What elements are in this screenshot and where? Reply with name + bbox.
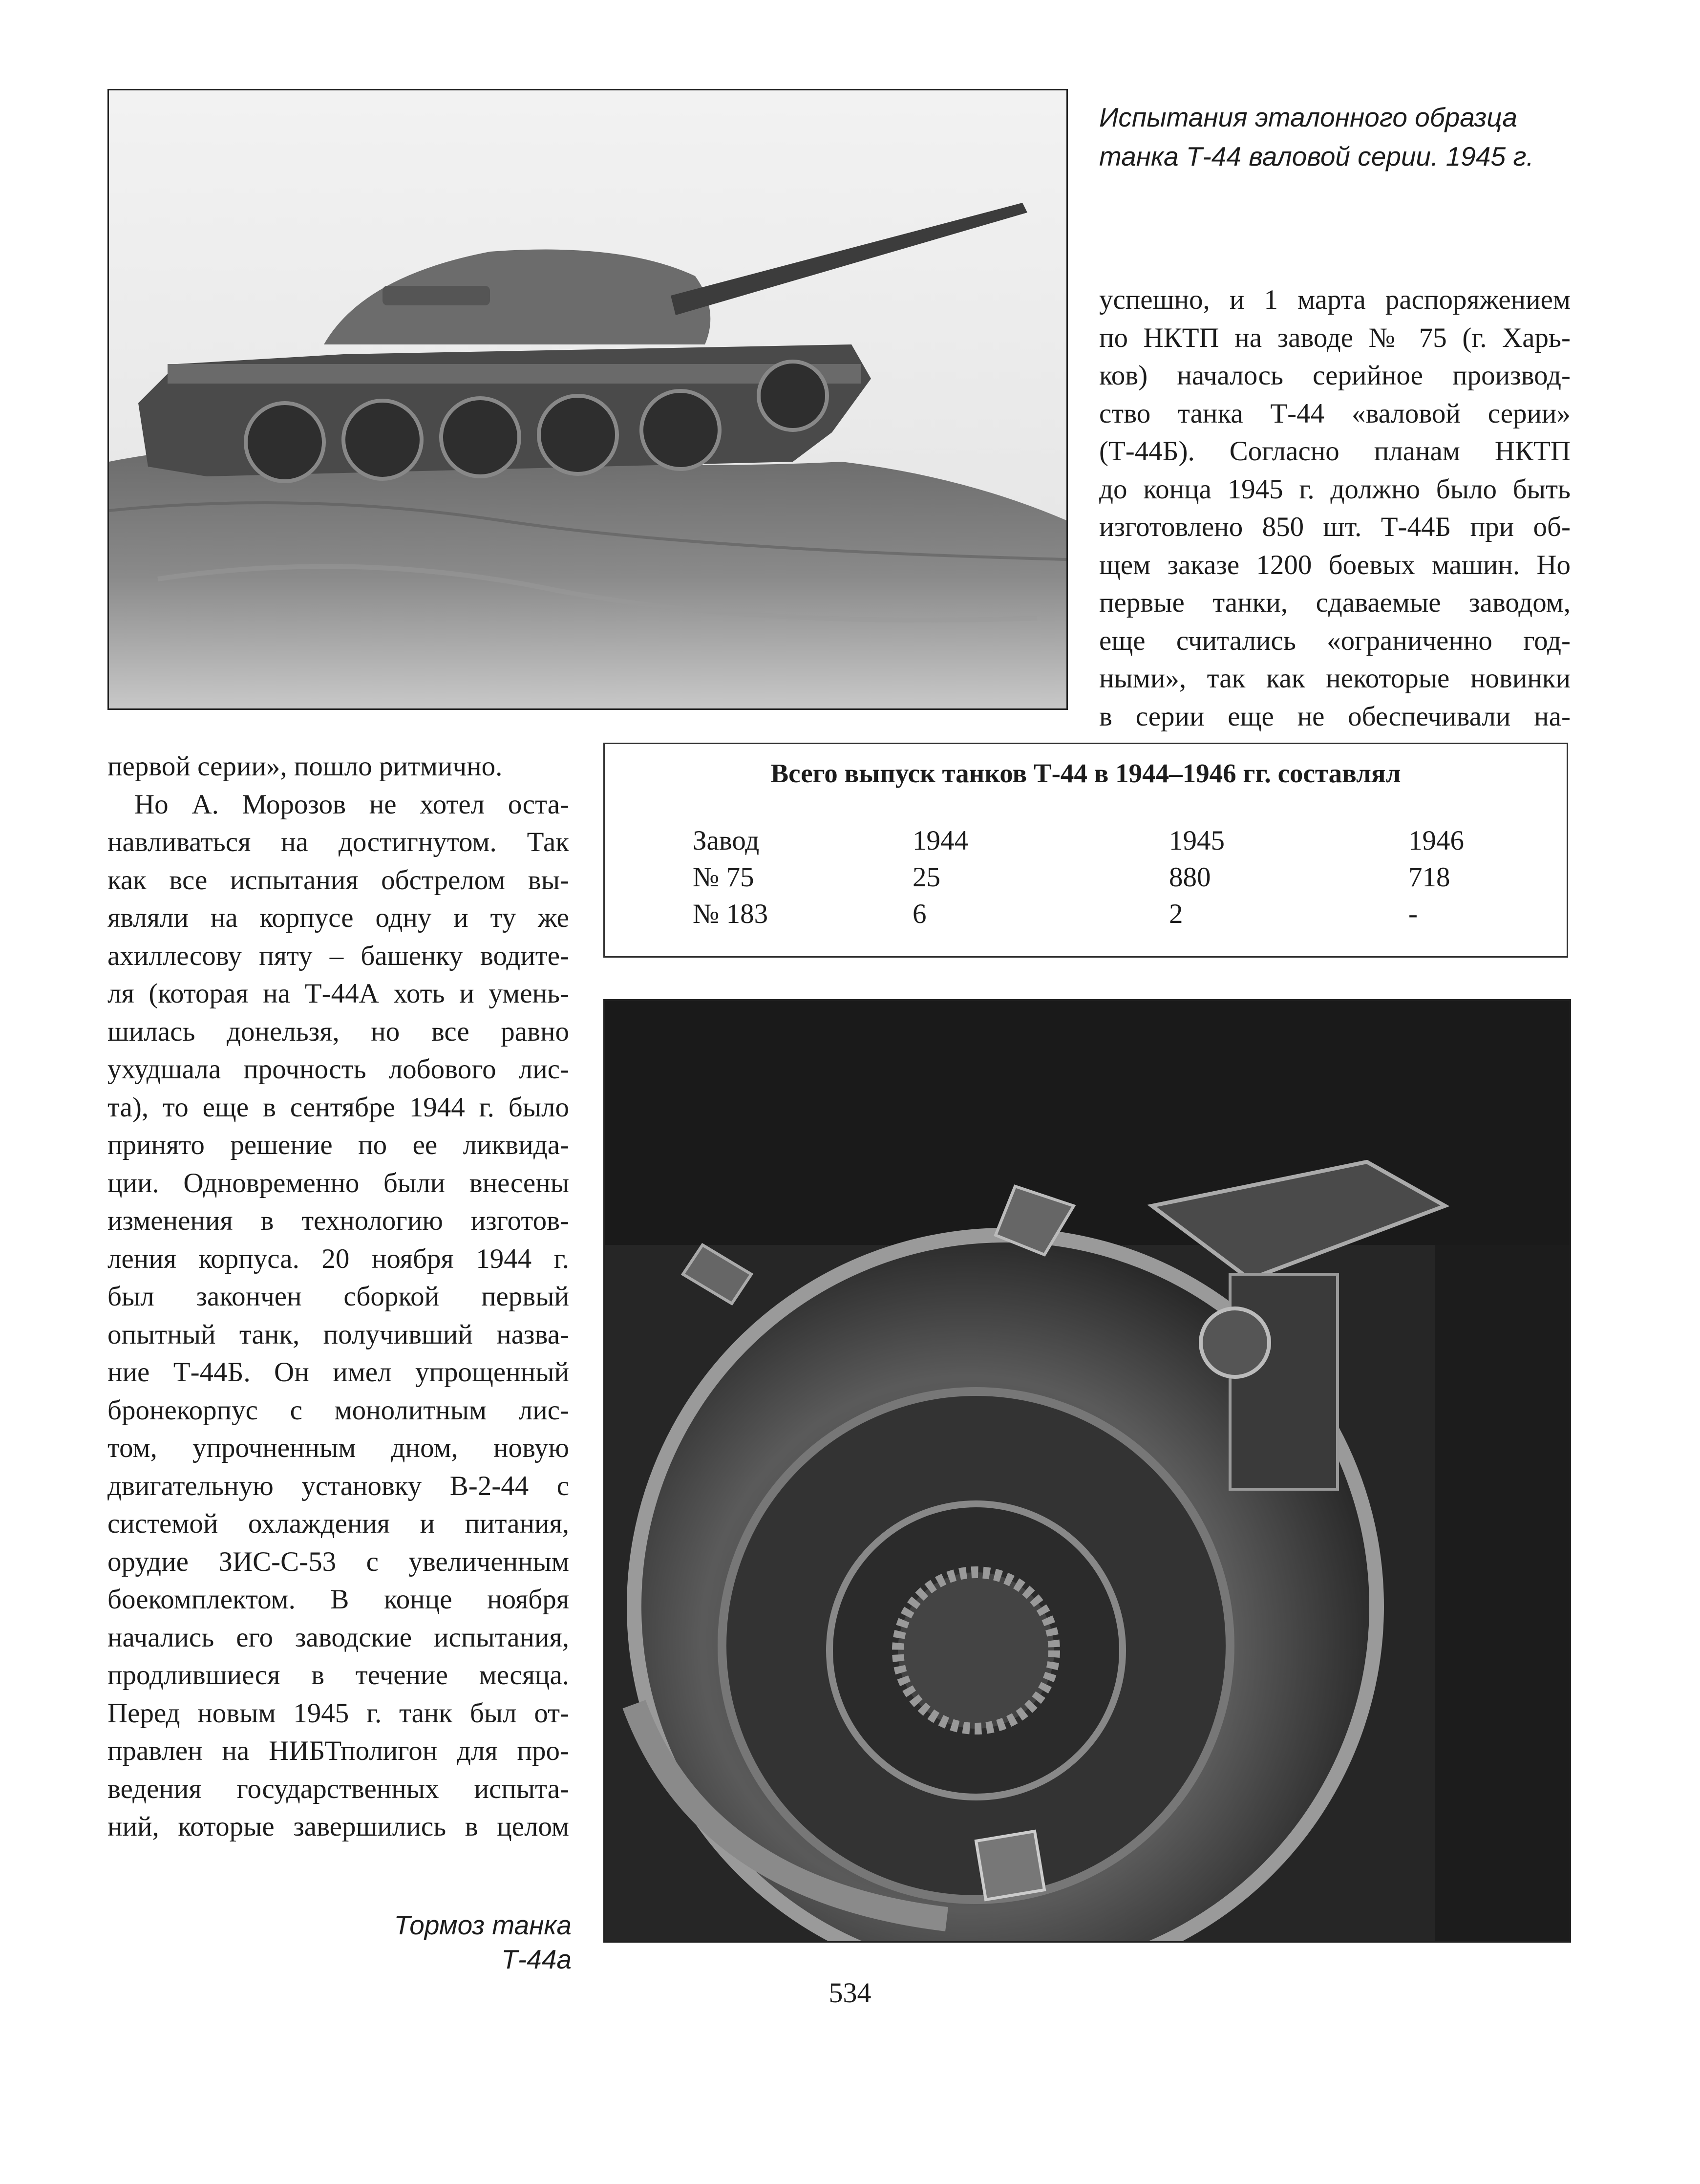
production-table bbox=[603, 743, 1568, 958]
table-header-row bbox=[605, 825, 1567, 861]
table-header-cell: 1944 bbox=[913, 825, 968, 856]
left-text-column bbox=[107, 748, 569, 1846]
brake-photo bbox=[603, 999, 1571, 1943]
text-line: орудие ЗИС-С-53 с увеличенным bbox=[107, 1546, 569, 1577]
text-line: начались его заводские испытания, bbox=[107, 1622, 569, 1653]
tank-photo-illustration bbox=[109, 90, 1066, 708]
brake-photo-illustration bbox=[605, 1001, 1570, 1941]
text-line: навливаться на достигнутом. Так bbox=[107, 827, 569, 857]
bottom-photo-caption: Тормоз танка Т-44а bbox=[394, 1910, 572, 1974]
text-line: как все испытания обстрелом вы- bbox=[107, 864, 569, 896]
text-line: по НКТП на заводе № 75 (г. Харь- bbox=[1099, 322, 1571, 353]
text-line: том, упрочненным дном, новую bbox=[107, 1433, 569, 1463]
text-line: ухудшала прочность лобового лис- bbox=[107, 1054, 569, 1085]
text-line: еще считались «ограниченно год- bbox=[1099, 625, 1571, 656]
table-title: Всего выпуск танков Т-44 в 1944–1946 гг. составлял bbox=[770, 758, 1401, 788]
table-header-cell: Завод bbox=[693, 825, 760, 856]
page-number: 534 bbox=[829, 1977, 871, 2009]
table-cell: № 183 bbox=[693, 899, 768, 929]
text-line: опытный танк, получивший назва- bbox=[107, 1319, 569, 1350]
text-line: шилась донельзя, но все равно bbox=[107, 1016, 569, 1047]
text-line: системой охлаждения и питания, bbox=[107, 1508, 569, 1539]
tank-photo bbox=[107, 89, 1068, 710]
table-cell: 2 bbox=[1169, 899, 1183, 929]
text-line: боекомплектом. В конце ноября bbox=[107, 1584, 569, 1615]
text-line: ными», так как некоторые новинки bbox=[1099, 663, 1571, 694]
text-line: был закончен сборкой первый bbox=[107, 1281, 569, 1312]
table-header-cell: 1945 bbox=[1169, 825, 1225, 856]
table-header-cell: 1946 bbox=[1408, 825, 1464, 856]
table-cell: 718 bbox=[1408, 862, 1450, 893]
text-line: ля (которая на Т-44А хоть и умень- bbox=[107, 978, 569, 1009]
text-line: в серии еще не обеспечивали на- bbox=[1099, 701, 1571, 732]
table-cell: 6 bbox=[913, 899, 927, 929]
text-line: принято решение по ее ликвида- bbox=[107, 1130, 569, 1160]
text-line: ции. Одновременно были внесены bbox=[107, 1167, 569, 1199]
text-line: двигательную установку В-2-44 с bbox=[107, 1470, 569, 1501]
text-line: успешно, и 1 марта распоряжением bbox=[1099, 284, 1571, 315]
text-line: щем заказе 1200 боевых машин. Но bbox=[1099, 549, 1571, 580]
right-text-column bbox=[1099, 281, 1571, 735]
text-line: ний, которые завершились в целом bbox=[107, 1811, 569, 1842]
text-line: ние Т-44Б. Он имел упрощенный bbox=[107, 1357, 569, 1388]
text-line: первые танки, сдаваемые заводом, bbox=[1099, 587, 1571, 618]
text-line: ство танка Т-44 «валовой серии» bbox=[1099, 398, 1571, 429]
text-line: первой серии», пошло ритмично. bbox=[107, 751, 503, 782]
text-line: изготовлено 850 шт. Т-44Б при об- bbox=[1099, 512, 1571, 542]
text-line: (Т-44Б). Согласно планам НКТП bbox=[1099, 436, 1571, 467]
top-photo-caption: Испытания эталонного образца танка Т-44 валовой серии. 1945 г. bbox=[1099, 102, 1534, 171]
text-line: ков) началось серийное производ- bbox=[1099, 360, 1571, 391]
text-line: до конца 1945 г. должно было быть bbox=[1099, 473, 1571, 505]
table-cell: № 75 bbox=[693, 862, 754, 893]
text-line: правлен на НИБТполигон для про- bbox=[107, 1735, 569, 1766]
text-line: изменения в технологию изготов- bbox=[107, 1205, 569, 1236]
table-cell: 880 bbox=[1169, 862, 1211, 893]
text-line: ведения государственных испыта- bbox=[107, 1773, 569, 1804]
text-line: ления корпуса. 20 ноября 1944 г. bbox=[107, 1243, 569, 1274]
table-row bbox=[605, 898, 1567, 935]
text-line: бронекорпус с монолитным лис- bbox=[107, 1394, 569, 1426]
text-line: та), то еще в сентябре 1944 г. было bbox=[107, 1092, 569, 1123]
text-line: Перед новым 1945 г. танк был от- bbox=[107, 1697, 569, 1729]
text-line: являли на корпусе одну и ту же bbox=[107, 902, 569, 933]
text-line: Но А. Морозов не хотел оста- bbox=[134, 789, 569, 820]
table-cell: - bbox=[1408, 899, 1418, 929]
table-row bbox=[605, 861, 1567, 898]
table-cell: 25 bbox=[913, 862, 940, 893]
text-line: ахиллесову пяту – башенку водите- bbox=[107, 940, 569, 971]
text-line: продлившиеся в течение месяца. bbox=[107, 1660, 569, 1691]
